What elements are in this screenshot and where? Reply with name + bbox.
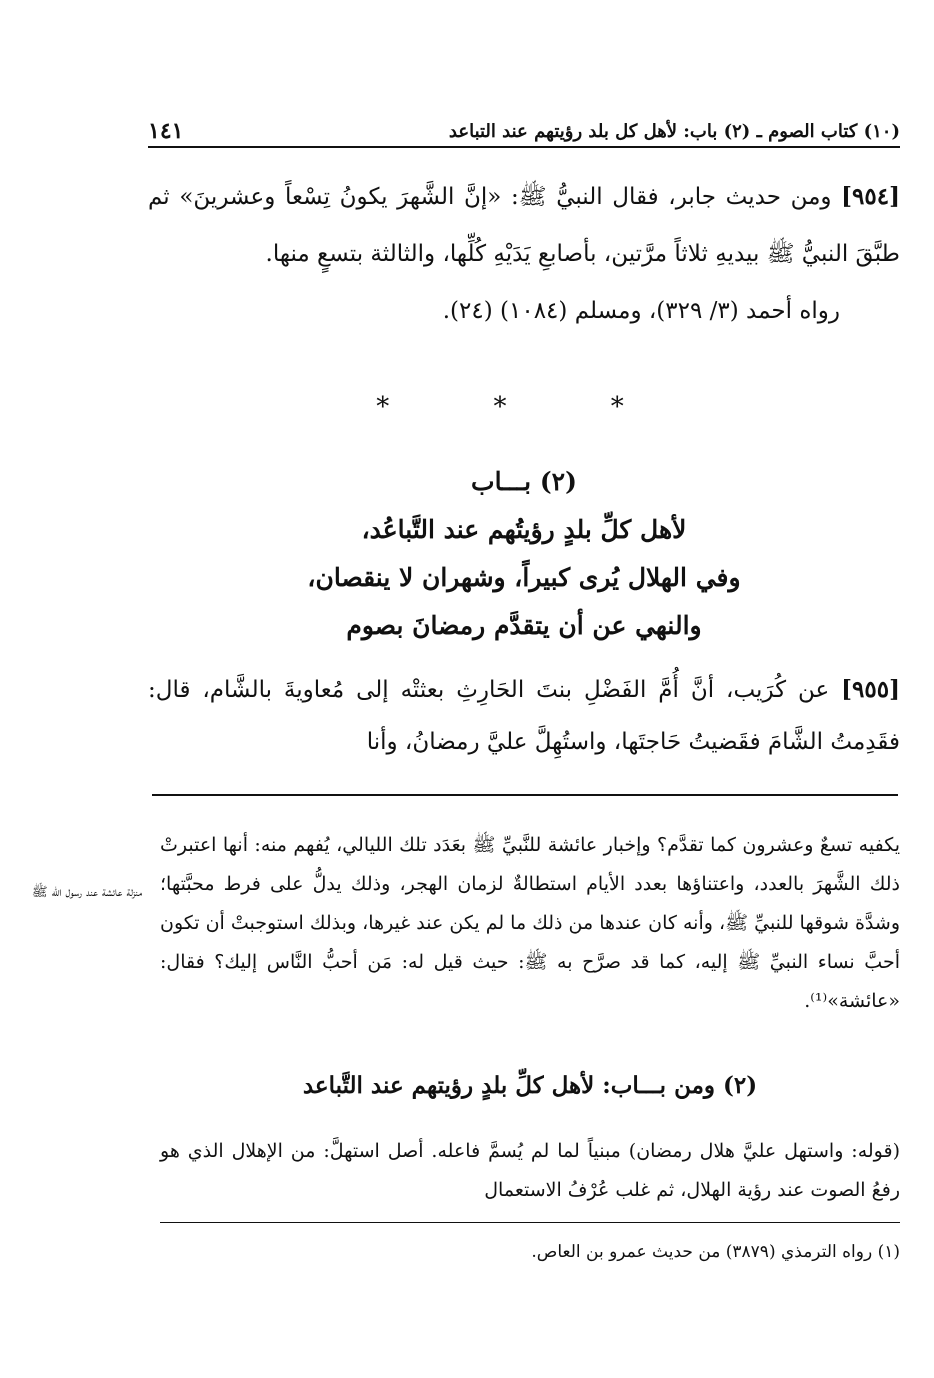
hadith-number: [٩٥٥] bbox=[841, 676, 900, 703]
commentary-block-2 bbox=[160, 1132, 900, 1210]
running-header bbox=[148, 110, 900, 148]
footnote: (١) رواه الترمذي (٣٨٧٩) من حديث عمرو بن العاص. bbox=[531, 1242, 900, 1262]
hadith-954-source: رواه أحمد (٣/ ٣٢٩)، ومسلم (١٠٨٤) (٢٤). bbox=[442, 298, 840, 324]
section-separator-stars: * * * bbox=[376, 392, 672, 422]
text-commentary-divider bbox=[152, 794, 898, 796]
page-number: ١٤١ bbox=[148, 118, 184, 144]
hadith-body: عن كُرَيب، أنَّ أُمَّ الفَضْلِ بنتَ الحَارِثِ بعثتْه إلى مُعاويةَ بالشَّام، قال: فقَدِمتُ الشَّامَ فقَضيتُ حَاجتَها، واستُهِلَّ عليَّ رمضانُ، وأنا bbox=[148, 677, 900, 755]
hadith-number: [٩٥٤] bbox=[841, 183, 900, 210]
chapter-heading bbox=[148, 458, 900, 650]
chapter-title-line-2: وفي الهلال يُرى كبيراً، وشهران لا ينقصان، bbox=[307, 563, 741, 592]
footnote-divider bbox=[160, 1222, 900, 1223]
commentary-paragraph: (قوله: واستهل عليَّ هلال رمضان) مبنياً لما لم يُسمَّ فاعله. أصل استهلَّ: من الإهلال الذي هو رفعُ الصوت عند رؤية الهلال، ثم غلب عُرْفُ الاستعمال bbox=[160, 1140, 900, 1201]
hadith-954-block bbox=[148, 168, 900, 340]
margin-note: منزلة عائشة عند رسول الله ﷺ bbox=[31, 885, 143, 900]
chapter-label: (٢) بـــاب bbox=[471, 467, 577, 496]
hadith-body: ومن حديث جابر، فقال النبيُّ ﷺ: «إنَّ الشَّهرَ يكونُ تِسْعاً وعشرينَ» ثم طبَّقَ النبيُّ ﷺ بيديهِ ثلاثاً مرَّتين، بأصابعِ يَدَيْهِ كُلِّها، والثالثة بتسعٍ منها. bbox=[148, 184, 900, 267]
chapter-title-line-3: والنهي عن أن يتقدَّم رمضانَ بصوم bbox=[346, 611, 702, 640]
chapter-running-title: (١٠) كتاب الصوم ـ (٢) باب: لأهل كل بلد رؤيتهم عند التباعد bbox=[448, 121, 900, 142]
hadith-955-block bbox=[148, 664, 900, 768]
commentary-block-1 bbox=[160, 826, 900, 1021]
commentary-sub-heading: (٢) ومن بـــاب: لأهل كلِّ بلدٍ رؤيتهم عند التَّباعد bbox=[302, 1072, 758, 1099]
hadith-954-text bbox=[148, 168, 900, 283]
hadith-955-text bbox=[148, 664, 900, 768]
chapter-title-line-1: لأهل كلِّ بلدٍ رؤيتُهم عند التَّباعُد، bbox=[361, 515, 687, 544]
commentary-paragraph: يكفيه تسعٌ وعشرون كما تقدَّم؟ وإخبار عائشة للنَّبيِّ ﷺ بعَدَد تلك الليالي، يُفهم منه: أنها اعتبرتْ ذلك الشَّهرَ بالعدد، واعتناؤها بعدد الأيام استطالةٌ لزمان الهجر، وذلك يدلُّ على فرط محبَّتها؛ وشدَّة شوقها للنبيِّ ﷺ، وأنه كان عندها من ذلك ما لم يكن عند غيرها، وبذلك استوجبتْ أن تكون أحبَّ نساء النبيِّ ﷺ إليه، كما قد صرَّح به ﷺ: حيث قيل له: مَن أحبُّ النَّاس إليك؟ فقال: «عائشة»⁽¹⁾. bbox=[160, 834, 900, 1012]
